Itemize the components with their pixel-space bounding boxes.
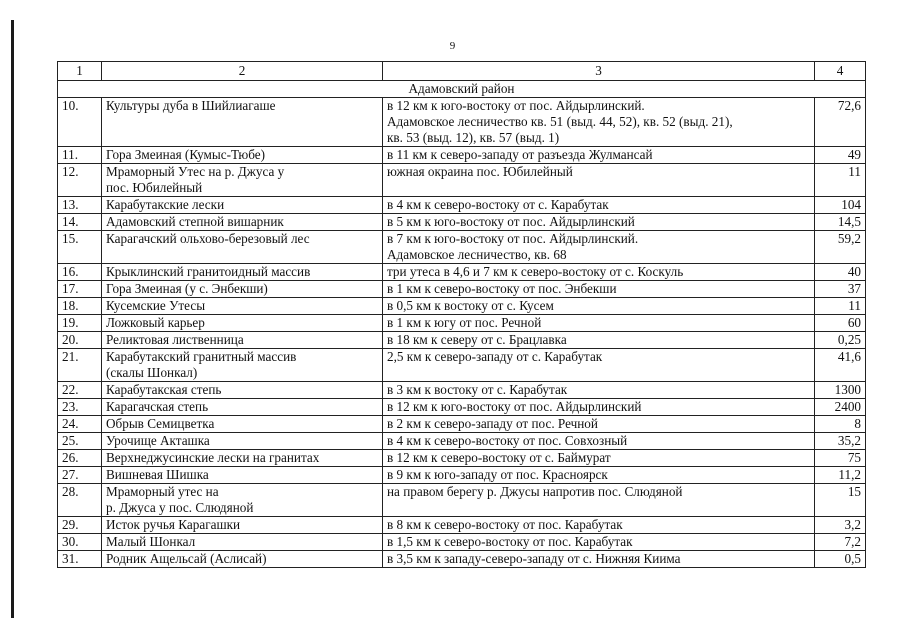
row-number: 25.: [58, 433, 102, 450]
table-row: [58, 332, 866, 349]
object-location: [383, 298, 815, 315]
row-number: 27.: [58, 467, 102, 484]
object-location: [383, 98, 815, 147]
protected-areas-table: [57, 61, 866, 568]
object-location-line: в 8 км к северо-востоку от пос. Карабутак: [387, 517, 623, 532]
object-name: [102, 484, 383, 517]
row-number: 17.: [58, 281, 102, 298]
object-name-line: Родник Ащельсай (Аслисай): [106, 551, 267, 566]
object-name-line: Гора Змеиная (у с. Энбекши): [106, 281, 268, 296]
object-area: 7,2: [815, 534, 866, 551]
object-name-line: Кусемские Утесы: [106, 298, 206, 313]
table-row: [58, 450, 866, 467]
table-row: [58, 349, 866, 382]
row-number: 24.: [58, 416, 102, 433]
object-area: 3,2: [815, 517, 866, 534]
object-location: [383, 147, 815, 164]
table-row: [58, 467, 866, 484]
object-location-line: в 2 км к северо-западу от пос. Речной: [387, 416, 598, 431]
district-title: Адамовский район: [58, 81, 866, 98]
object-name-line: Исток ручья Карагашки: [106, 517, 241, 532]
object-name-line: Малый Шонкал: [106, 534, 196, 549]
object-location-line: кв. 53 (выд. 12), кв. 57 (выд. 1): [387, 130, 560, 145]
object-name: [102, 349, 383, 382]
object-name-line: Культуры дуба в Шийлиагаше: [106, 98, 276, 113]
object-location-line: в 18 км к северу от с. Брацлавка: [387, 332, 567, 347]
object-location-line: в 0,5 км к востоку от с. Кусем: [387, 298, 554, 313]
object-location-line: южная окраина пос. Юбилейный: [387, 164, 573, 179]
object-location: [383, 264, 815, 281]
column-header-2: 2: [102, 62, 383, 81]
object-location: [383, 382, 815, 399]
object-location-line: Адамовское лесничество кв. 51 (выд. 44, 52), кв. 52 (выд. 21),: [387, 114, 733, 129]
row-number: 20.: [58, 332, 102, 349]
object-area: 8: [815, 416, 866, 433]
object-name: [102, 197, 383, 214]
object-name: [102, 382, 383, 399]
object-name: [102, 467, 383, 484]
row-number: 12.: [58, 164, 102, 197]
table-row: [58, 98, 866, 147]
object-name-line: р. Джуса у пос. Слюдяной: [106, 500, 254, 515]
object-area: 41,6: [815, 349, 866, 382]
table-row: [58, 231, 866, 264]
column-number-row: [58, 62, 866, 81]
object-location-line: в 12 км к юго-востоку от пос. Айдырлинский: [387, 399, 642, 414]
object-location: [383, 281, 815, 298]
object-name: [102, 551, 383, 568]
object-name-line: Крыклинский гранитоидный массив: [106, 264, 311, 279]
page-number: 9: [449, 40, 456, 52]
object-location-line: в 7 км к юго-востоку от пос. Айдырлинский.: [387, 231, 639, 246]
object-area: 72,6: [815, 98, 866, 147]
row-number: 30.: [58, 534, 102, 551]
object-name: [102, 315, 383, 332]
object-name: [102, 332, 383, 349]
row-number: 22.: [58, 382, 102, 399]
row-number: 14.: [58, 214, 102, 231]
row-number: 13.: [58, 197, 102, 214]
object-location: [383, 231, 815, 264]
object-location: [383, 214, 815, 231]
table-row: [58, 416, 866, 433]
object-location-line: в 1,5 км к северо-востоку от пос. Карабутак: [387, 534, 633, 549]
object-area: 11,2: [815, 467, 866, 484]
object-area: 75: [815, 450, 866, 467]
object-location-line: в 12 км к юго-востоку от пос. Айдырлинский.: [387, 98, 645, 113]
table-row: [58, 433, 866, 450]
object-location-line: в 4 км к северо-востоку от с. Карабутак: [387, 197, 609, 212]
object-location-line: на правом берегу р. Джусы напротив пос. Слюдяной: [387, 484, 683, 499]
object-name-line: Урочище Акташка: [106, 433, 210, 448]
object-name: [102, 281, 383, 298]
object-location: [383, 484, 815, 517]
row-number: 28.: [58, 484, 102, 517]
object-area: 1300: [815, 382, 866, 399]
object-name: [102, 214, 383, 231]
row-number: 26.: [58, 450, 102, 467]
table-row: [58, 315, 866, 332]
table-row: [58, 298, 866, 315]
row-number: 21.: [58, 349, 102, 382]
object-location-line: 2,5 км к северо-западу от с. Карабутак: [387, 349, 603, 364]
object-area: 37: [815, 281, 866, 298]
object-location-line: в 1 км к северо-востоку от пос. Энбекши: [387, 281, 617, 296]
table-row: [58, 164, 866, 197]
object-name-line: Мраморный утес на: [106, 484, 219, 499]
row-number: 16.: [58, 264, 102, 281]
object-name-line: Мраморный Утес на р. Джуса у: [106, 164, 285, 179]
object-location: [383, 517, 815, 534]
object-name-line: Реликтовая лиственница: [106, 332, 244, 347]
table-row: [58, 147, 866, 164]
table-row: [58, 382, 866, 399]
table-row: [58, 399, 866, 416]
object-name: [102, 416, 383, 433]
binding-line: [11, 20, 14, 618]
object-area: 11: [815, 164, 866, 197]
object-location: [383, 467, 815, 484]
object-location-line: в 3,5 км к западу-северо-западу от с. Нижняя Киима: [387, 551, 681, 566]
object-area: 49: [815, 147, 866, 164]
object-name-line: Карабутакские лески: [106, 197, 225, 212]
object-area: 35,2: [815, 433, 866, 450]
table-row: [58, 264, 866, 281]
object-name: [102, 164, 383, 197]
object-area: 15: [815, 484, 866, 517]
object-location-line: в 11 км к северо-западу от разъезда Жулмансай: [387, 147, 653, 162]
object-area: 0,5: [815, 551, 866, 568]
column-header-1: 1: [58, 62, 102, 81]
object-location: [383, 197, 815, 214]
object-name-line: (скалы Шонкал): [106, 365, 198, 380]
object-area: 11: [815, 298, 866, 315]
object-name-line: пос. Юбилейный: [106, 180, 203, 195]
row-number: 10.: [58, 98, 102, 147]
object-location: [383, 551, 815, 568]
object-location-line: три утеса в 4,6 и 7 км к северо-востоку от с. Коскуль: [387, 264, 684, 279]
object-location-line: в 9 км к юго-западу от пос. Красноярск: [387, 467, 608, 482]
object-location: [383, 332, 815, 349]
object-area: 0,25: [815, 332, 866, 349]
row-number: 18.: [58, 298, 102, 315]
object-name-line: Карагачская степь: [106, 399, 209, 414]
column-header-3: 3: [383, 62, 815, 81]
object-name-line: Ложковый карьер: [106, 315, 205, 330]
row-number: 11.: [58, 147, 102, 164]
object-location: [383, 399, 815, 416]
object-location-line: в 3 км к востоку от с. Карабутак: [387, 382, 568, 397]
object-location-line: в 1 км к югу от пос. Речной: [387, 315, 542, 330]
object-location: [383, 315, 815, 332]
object-name-line: Гора Змеиная (Кумыс-Тюбе): [106, 147, 266, 162]
object-name: [102, 264, 383, 281]
row-number: 29.: [58, 517, 102, 534]
object-area: 40: [815, 264, 866, 281]
table-row: [58, 517, 866, 534]
object-name-line: Карабутакский гранитный массив: [106, 349, 297, 364]
row-number: 19.: [58, 315, 102, 332]
object-name: [102, 534, 383, 551]
object-location: [383, 164, 815, 197]
object-name: [102, 517, 383, 534]
object-area: 60: [815, 315, 866, 332]
table-row: [58, 281, 866, 298]
row-number: 15.: [58, 231, 102, 264]
table-row: [58, 197, 866, 214]
object-name: [102, 98, 383, 147]
object-location-line: в 4 км к северо-востоку от пос. Совхозный: [387, 433, 628, 448]
object-name-line: Верхнеджусинские лески на гранитах: [106, 450, 320, 465]
object-location-line: в 5 км к юго-востоку от пос. Айдырлинский: [387, 214, 635, 229]
object-area: 2400: [815, 399, 866, 416]
object-location-line: Адамовское лесничество, кв. 68: [387, 247, 567, 262]
object-name-line: Карагачский ольхово-березовый лес: [106, 231, 310, 246]
object-name-line: Обрыв Семицветка: [106, 416, 215, 431]
table-row: [58, 214, 866, 231]
object-location-line: в 12 км к северо-востоку от с. Баймурат: [387, 450, 611, 465]
table-row: [58, 484, 866, 517]
object-area: 14,5: [815, 214, 866, 231]
object-name: [102, 399, 383, 416]
row-number: 23.: [58, 399, 102, 416]
object-name-line: Карабутакская степь: [106, 382, 222, 397]
object-location: [383, 416, 815, 433]
object-name: [102, 433, 383, 450]
table-row: [58, 551, 866, 568]
object-name: [102, 450, 383, 467]
object-area: 104: [815, 197, 866, 214]
object-name-line: Адамовский степной вишарник: [106, 214, 284, 229]
row-number: 31.: [58, 551, 102, 568]
object-name: [102, 231, 383, 264]
table-row: [58, 534, 866, 551]
district-row: [58, 81, 866, 98]
object-name: [102, 298, 383, 315]
object-location: [383, 433, 815, 450]
object-name: [102, 147, 383, 164]
column-header-4: 4: [815, 62, 866, 81]
object-location: [383, 450, 815, 467]
object-location: [383, 349, 815, 382]
object-area: 59,2: [815, 231, 866, 264]
object-location: [383, 534, 815, 551]
object-name-line: Вишневая Шишка: [106, 467, 209, 482]
